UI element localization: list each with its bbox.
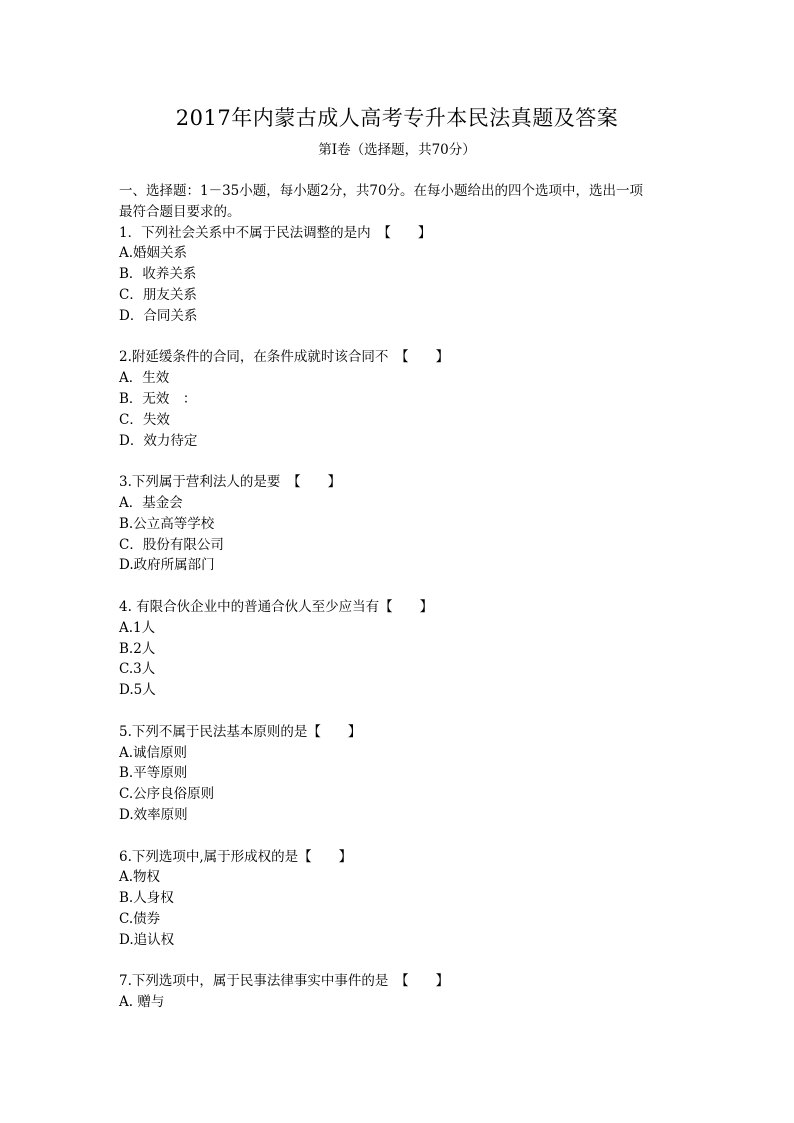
answer-option: C．股份有限公司: [119, 536, 224, 553]
answer-option: A．基金会: [119, 494, 183, 511]
answer-option: D.5人: [119, 682, 156, 699]
answer-option: C．失效: [119, 411, 170, 428]
answer-option: B.2人: [119, 640, 156, 657]
answer-option: A.1人: [119, 619, 156, 636]
question-stem: 3.下列属于营利法人的是要 【 】: [119, 474, 342, 491]
question-stem: 2.附延缓条件的合同，在条件成就时该合同不 【 】: [119, 349, 450, 366]
answer-option: C.债券: [119, 910, 161, 927]
question-stem: 6.下列选项中,属于形成权的是【 】: [119, 848, 353, 865]
answer-option: C.公序良俗原则: [119, 786, 215, 803]
instruction-line-1: 一、选择题：1－35小题，每小题2分，共70分。在每小题给出的四个选项中，选出一项: [119, 183, 644, 199]
section-instruction: [119, 181, 679, 223]
answer-option: B.人身权: [119, 890, 174, 907]
answer-option: C．朋友关系: [119, 286, 197, 303]
question-list: [119, 223, 679, 1013]
answer-option: A.婚姻关系: [119, 245, 188, 262]
answer-option: D.追认权: [119, 931, 175, 948]
answer-option: A.物权: [119, 869, 161, 886]
answer-option: B.公立高等学校: [119, 515, 215, 532]
answer-option: B．收养关系: [119, 266, 197, 283]
answer-option: A.诚信原则: [119, 744, 188, 761]
answer-option: D．效力待定: [119, 432, 198, 449]
page-subtitle: 第Ⅰ卷（选择题，共70分）: [318, 142, 476, 158]
answer-option: D．合同关系: [119, 307, 198, 324]
answer-option: D.政府所属部门: [119, 557, 215, 574]
question-block: [119, 223, 679, 327]
question-block: [119, 847, 679, 951]
answer-option: A．生效: [119, 370, 170, 387]
answer-option: A. 赠与: [119, 994, 165, 1011]
question-stem: 1．下列社会关系中不属于民法调整的是内 【 】: [119, 224, 432, 241]
answer-option: C.3人: [119, 661, 156, 678]
question-block: [119, 472, 679, 576]
question-block: [119, 597, 679, 701]
exam-body: [119, 181, 679, 1013]
page-title: 2017年内蒙古成人高考专升本民法真题及答案: [175, 106, 619, 130]
answer-option: D.效率原则: [119, 806, 188, 823]
answer-option: B.平等原则: [119, 765, 188, 782]
question-stem: 7.下列选项中，属于民事法律事实中事件的是 【 】: [119, 973, 450, 990]
question-block: [119, 347, 679, 451]
instruction-line-2: 最符合题目要求的。: [119, 203, 241, 220]
answer-option: B．无效 ：: [119, 390, 197, 407]
question-block: [119, 971, 679, 1013]
question-block: [119, 722, 679, 826]
question-stem: 4. 有限合伙企业中的普通合伙人至少应当有【 】: [119, 598, 434, 615]
question-stem: 5.下列不属于民法基本原则的是【 】: [119, 723, 362, 740]
